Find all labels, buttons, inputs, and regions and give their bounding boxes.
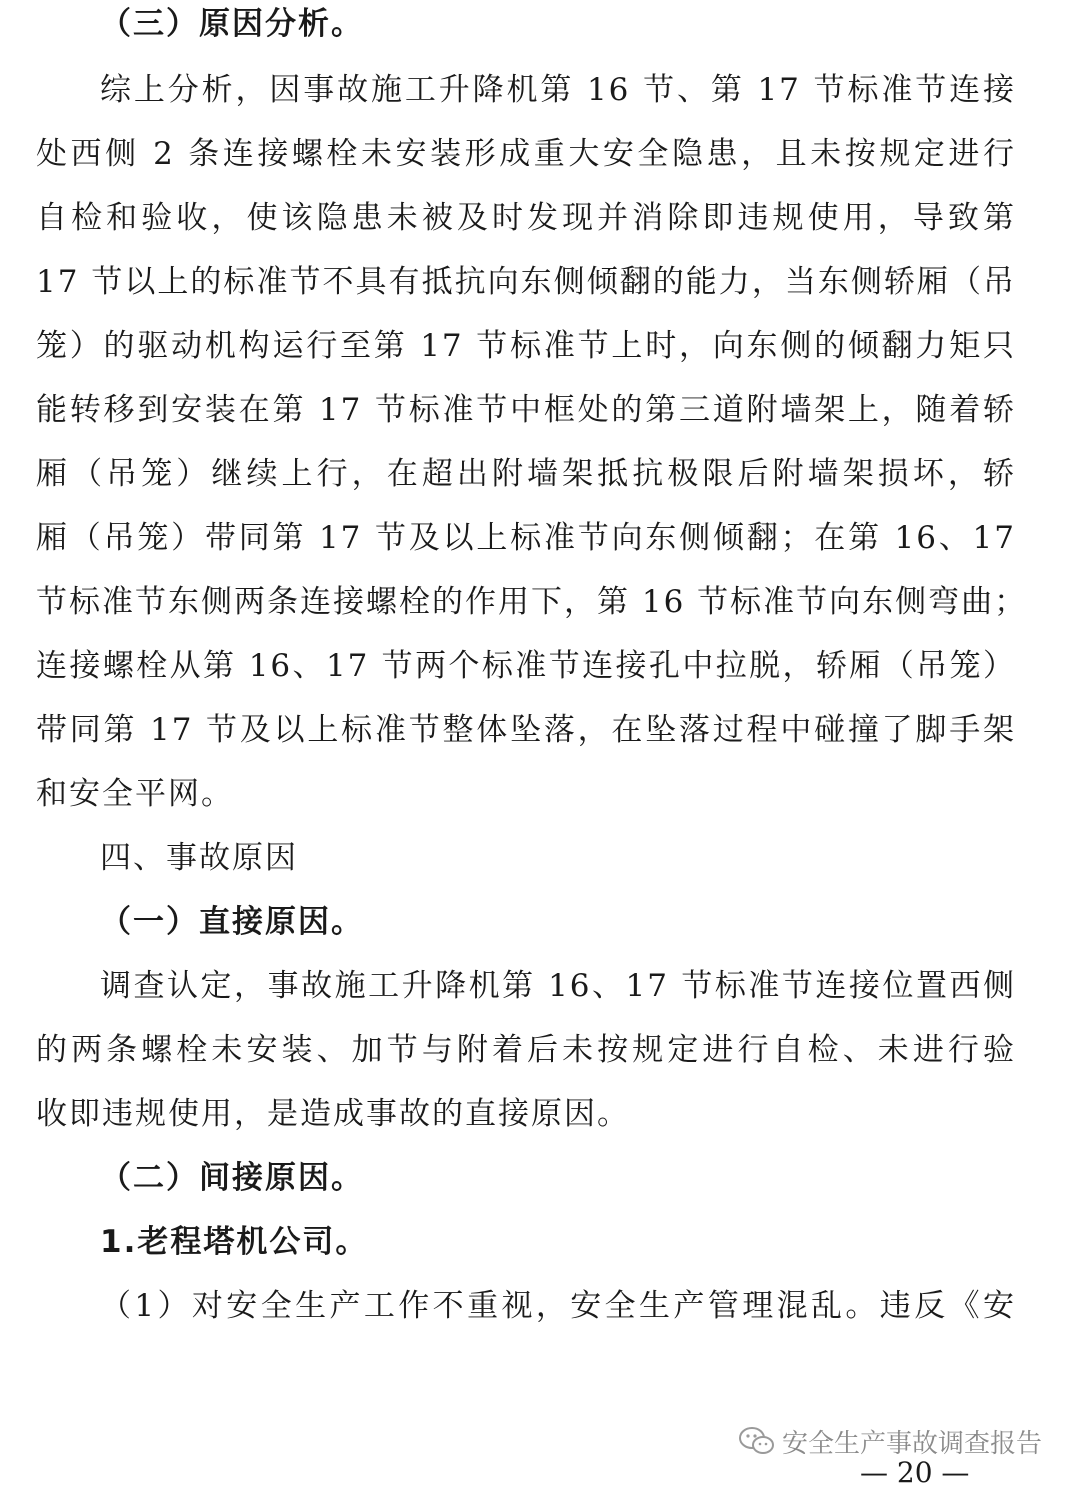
paragraph-line: 的两条螺栓未安装、加节与附着后未按规定进行自检、未进行验	[36, 1032, 1016, 1068]
watermark	[738, 1424, 1042, 1458]
paragraph-line: 自检和验收，使该隐患未被及时发现并消除即违规使用，导致第	[36, 200, 1016, 236]
heading-indirect-cause: （二）间接原因。	[100, 1160, 364, 1196]
paragraph-line: 节标准节东侧两条连接螺栓的作用下，第 16 节标准节向东侧弯曲；	[36, 584, 1028, 620]
page-number: — 20 —	[860, 1456, 970, 1489]
paragraph-line: 厢（吊笼）带同第 17 节及以上标准节向东侧倾翻；在第 16、17	[36, 520, 1016, 556]
heading-reason-analysis: （三）原因分析。	[100, 6, 364, 42]
paragraph-line: 笼）的驱动机构运行至第 17 节标准节上时，向东侧的倾翻力矩只	[36, 328, 1016, 364]
paragraph-line: （1）对安全生产工作不重视，安全生产管理混乱。违反《安	[100, 1288, 1016, 1324]
heading-accident-cause: 四、事故原因	[100, 840, 298, 876]
wechat-icon	[738, 1426, 776, 1456]
paragraph-line: 处西侧 2 条连接螺栓未安装形成重大安全隐患，且未按规定进行	[36, 136, 1016, 172]
paragraph-line: 和安全平网。	[36, 776, 234, 812]
paragraph-line: 17 节以上的标准节不具有抵抗向东侧倾翻的能力，当东侧轿厢（吊	[36, 264, 1016, 300]
heading-company: 1.老程塔机公司。	[100, 1224, 369, 1260]
watermark-text: 安全生产事故调查报告	[782, 1428, 1043, 1459]
paragraph-line: 连接螺栓从第 16、17 节两个标准节连接孔中拉脱，轿厢（吊笼）	[36, 648, 1016, 684]
paragraph-line: 收即违规使用，是造成事故的直接原因。	[36, 1096, 630, 1132]
paragraph-line: 带同第 17 节及以上标准节整体坠落，在坠落过程中碰撞了脚手架	[36, 712, 1016, 748]
paragraph-line: 综上分析，因事故施工升降机第 16 节、第 17 节标准节连接	[100, 72, 1016, 108]
paragraph-line: 厢（吊笼）继续上行，在超出附墙架抵抗极限后附墙架损坏，轿	[36, 456, 1016, 492]
heading-direct-cause: （一）直接原因。	[100, 904, 364, 940]
paragraph-line: 调查认定，事故施工升降机第 16、17 节标准节连接位置西侧	[100, 968, 1016, 1004]
paragraph-line: 能转移到安装在第 17 节标准节中框处的第三道附墙架上，随着轿	[36, 392, 1016, 428]
